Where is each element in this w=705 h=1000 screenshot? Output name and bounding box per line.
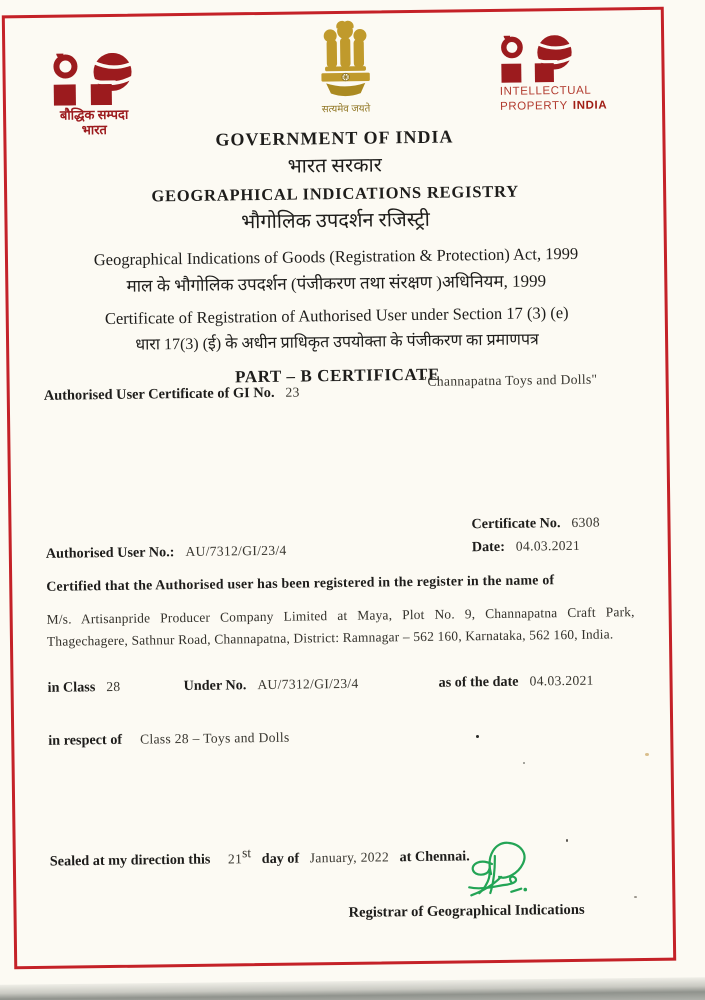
registry-title-hi: भौगोलिक उपदर्शन रजिस्ट्री <box>241 208 430 234</box>
ip-india-logo-right <box>499 34 635 115</box>
right-logo-caption-line2 <box>500 98 635 115</box>
right-logo-caption-line1: INTELLECTUAL <box>499 84 592 98</box>
sealed-line <box>50 842 470 870</box>
authorised-user-line <box>46 542 287 563</box>
sealed-day-suffix: st <box>241 845 252 861</box>
gi-cert-label: Authorised User Certificate of GI No. <box>43 384 275 404</box>
page-bottom-edge <box>0 977 705 1000</box>
part-b-title: PART – B CERTIFICATE <box>234 364 441 387</box>
sealed-text-3: at Chennai. <box>399 848 470 865</box>
sealed-date-value: January, 2022 <box>309 849 390 866</box>
ip-india-logo-icon <box>51 53 136 106</box>
registrar-signature <box>466 839 537 904</box>
date-value: 04.03.2021 <box>515 538 581 554</box>
as-of-date-value: 04.03.2021 <box>529 672 594 689</box>
section-line-hi: धारा 17(3) (ई) के अधीन प्राधिकृत उपयोक्ता के पंजीकरण का प्रमाणपत्र <box>135 331 539 354</box>
user-no-value: AU/7312/GI/23/4 <box>185 542 287 560</box>
ink-speck <box>523 762 525 764</box>
ip-india-logo-icon <box>499 35 576 83</box>
act-line-hi: माल के भौगोलिक उपदर्शन (पंजीकरण तथा संरक्षण )अधिनियम, 1999 <box>126 271 547 296</box>
class-label: in Class <box>47 679 96 696</box>
under-no-label: Under No. <box>183 677 247 695</box>
section-line-en: Certificate of Registration of Authorised User under Section 17 (3) (e) <box>104 302 569 329</box>
header-title-block <box>6 121 665 391</box>
act-line-en: Geographical Indications of Goods (Registration & Protection) Act, 1999 <box>93 243 579 270</box>
certificate-no-label: Certificate No. <box>471 515 561 533</box>
ip-india-logo-left <box>33 52 154 138</box>
gi-number-line <box>44 384 300 405</box>
government-title-hi: भारत सरकार <box>287 154 383 178</box>
emblem-motto: सत्यमेव जयते <box>321 103 371 116</box>
left-logo-caption-line1: बौद्धिक सम्पदा <box>59 106 129 123</box>
registrar-label: Registrar of Geographical Indications <box>348 901 585 921</box>
left-logo-caption-line2: भारत <box>81 121 107 137</box>
as-of-date-label: as of the date <box>438 673 519 691</box>
government-title-en: GOVERNMENT OF INDIA <box>215 126 454 150</box>
respect-label: in respect of <box>48 731 123 749</box>
certificate-no-value: 6308 <box>571 514 600 530</box>
ashoka-emblem-icon <box>301 19 390 100</box>
ink-speck <box>634 896 637 898</box>
holder-address: M/s. Artisanpride Producer Company Limited at Maya, Plot No. 9, Channapatna Craft Park, Thagechagere, Sathnur Road, Channapatna, District: Ramnagar – 562 160, Karnataka, 562 160, India. <box>46 604 635 649</box>
date-label: Date: <box>471 539 505 556</box>
certificate-red-border <box>2 7 676 970</box>
ink-speck <box>645 753 649 756</box>
respect-value: Class 28 – Toys and Dolls <box>139 729 290 747</box>
user-no-label: Authorised User No.: <box>45 544 175 562</box>
gi-number-value: 23 <box>285 384 300 400</box>
registry-title-en: GEOGRAPHICAL INDICATIONS REGISTRY <box>151 181 520 206</box>
certificate-no-block <box>471 511 600 559</box>
state-emblem-block <box>289 19 402 115</box>
sealed-text-2: day of <box>261 850 300 867</box>
class-value: 28 <box>106 678 121 695</box>
respect-row <box>48 729 289 750</box>
ink-speck <box>476 735 479 738</box>
gi-name-value: "Channapatna Toys and Dolls" <box>421 371 598 389</box>
ink-speck <box>566 839 568 842</box>
right-logo-india-text: INDIA <box>572 99 608 112</box>
certified-statement: Certified that the Authorised user has been registered in the register in the name of <box>46 573 555 595</box>
sealed-text-1: Sealed at my direction this <box>49 851 211 870</box>
under-no-value: AU/7312/GI/23/4 <box>257 675 359 693</box>
right-logo-property-text: PROPERTY <box>499 99 568 113</box>
sealed-day-value: 21 <box>227 851 243 867</box>
